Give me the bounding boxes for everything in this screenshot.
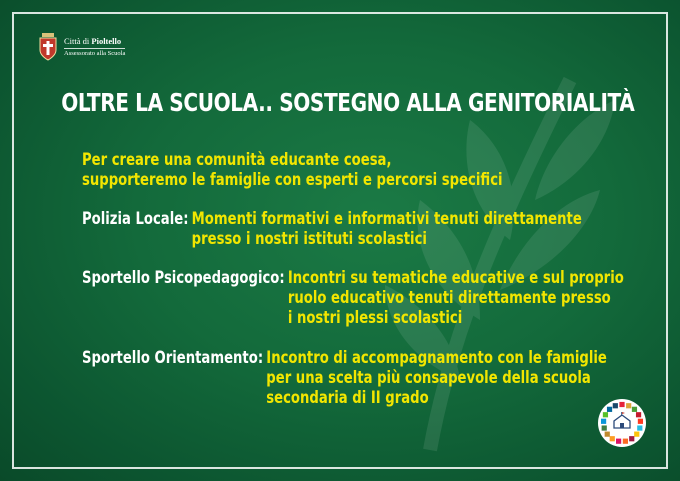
description-line: Incontro di accompagnamento con le famiglie	[266, 348, 607, 367]
section-label: Polizia Locale:	[82, 209, 189, 228]
sdg-goal-square	[634, 432, 639, 437]
section-description	[192, 209, 582, 249]
section-polizia-locale	[82, 209, 582, 249]
logo-department: Assessorato alla Scuola	[64, 49, 126, 57]
section-description	[266, 348, 607, 408]
sdg-goal-square	[610, 436, 615, 441]
sdg-wheel-school-icon	[597, 398, 647, 448]
sdg-goal-square	[607, 407, 612, 412]
description-line: per una scelta più consapevole della scuola	[266, 368, 591, 387]
intro-line: supporteremo le famiglie con esperti e percorsi specifici	[82, 170, 503, 189]
description-line: presso i nostri istituti scolastici	[191, 229, 427, 248]
city-logo	[38, 33, 125, 61]
sdg-goal-square	[616, 439, 621, 444]
sdg-goal-square	[638, 419, 643, 424]
sdg-goal-square	[637, 425, 642, 430]
sdg-goal-square	[601, 419, 606, 424]
section-description	[288, 268, 624, 328]
content-block	[82, 150, 624, 408]
section-sportello-psicopedagogico	[82, 268, 624, 328]
sdg-goal-square	[636, 412, 641, 417]
sdg-goal-square	[629, 436, 634, 441]
sdg-goal-square	[623, 439, 628, 444]
sdg-goal-square	[613, 403, 618, 408]
intro-line: Per creare una comunità educante coesa,	[82, 150, 392, 169]
description-line: i nostri plessi scolastici	[287, 308, 463, 327]
city-crest-icon	[38, 33, 58, 61]
sdg-goal-square	[602, 425, 607, 430]
description-line: Momenti formativi e informativi tenuti direttamente	[191, 209, 582, 228]
description-line: ruolo educativo tenuti direttamente presso	[287, 288, 611, 307]
section-label: Sportello Psicopedagogico:	[82, 268, 285, 287]
description-line: secondaria di II grado	[266, 388, 429, 407]
intro-text	[82, 150, 530, 190]
sdg-goal-square	[632, 407, 637, 412]
section-sportello-orientamento	[82, 348, 607, 408]
sdg-goal-square	[626, 403, 631, 408]
description-line: Incontri su tematiche educative e sul proprio	[287, 268, 624, 287]
sdg-goal-square	[605, 432, 610, 437]
logo-city-name: Città di Pioltello	[64, 37, 125, 48]
sdg-goal-square	[619, 402, 624, 407]
sdg-goal-square	[603, 412, 608, 417]
section-label: Sportello Orientamento:	[82, 348, 264, 367]
page-title: OLTRE LA SCUOLA.. SOSTEGNO ALLA GENITORIALITÀ	[61, 88, 635, 117]
